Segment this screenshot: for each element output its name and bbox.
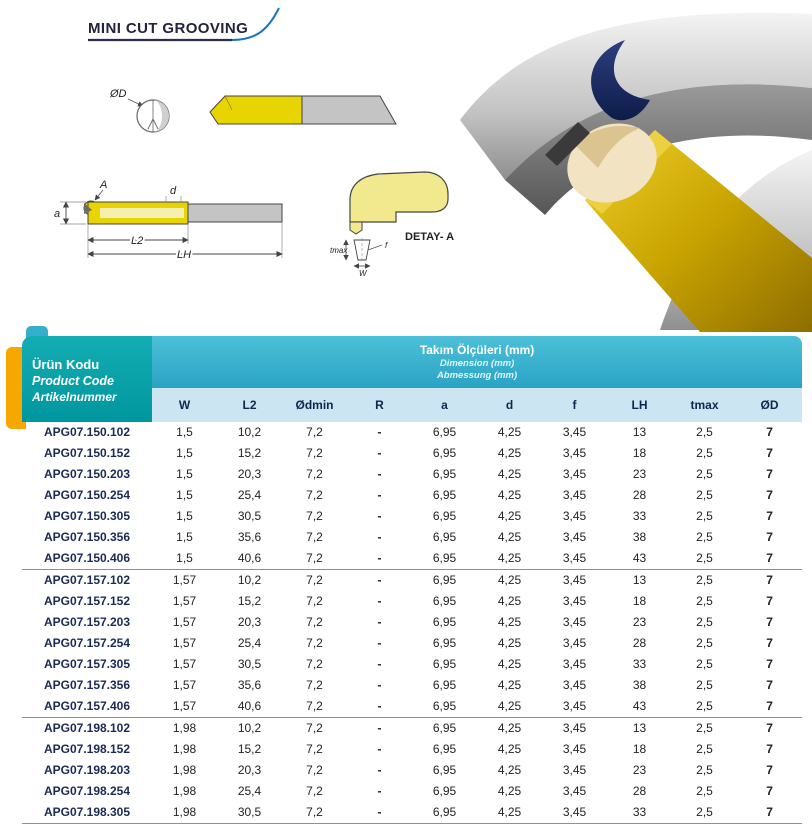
drawings-area xyxy=(0,0,812,332)
table-body xyxy=(22,422,802,824)
product-code-cell: APG07.157.406 xyxy=(43,699,131,713)
value-cell: 7,2 xyxy=(306,657,323,671)
value-cell: 1,57 xyxy=(172,636,197,650)
table-row xyxy=(22,485,802,506)
value-cell: 2,5 xyxy=(696,615,713,629)
value-cell: 7 xyxy=(766,636,773,650)
value-cell: 6,95 xyxy=(432,678,457,692)
value-cell: 7 xyxy=(766,763,773,777)
value-cell: 2,5 xyxy=(696,678,713,692)
value-cell: 6,95 xyxy=(432,509,457,523)
value-cell: 2,5 xyxy=(696,742,713,756)
value-cell: 40,6 xyxy=(237,699,262,713)
value-cell: 28 xyxy=(632,488,647,502)
table-row xyxy=(22,654,802,675)
value-cell: 2,5 xyxy=(672,717,737,739)
table-row xyxy=(22,633,802,654)
dimensions-header xyxy=(152,336,802,388)
value-cell: 6,95 xyxy=(432,467,457,481)
value-cell: 3,45 xyxy=(562,657,587,671)
value-cell: 3,45 xyxy=(542,569,607,591)
value-cell: 7 xyxy=(737,717,802,739)
col-header-od: ØD xyxy=(737,388,802,422)
value-cell: - xyxy=(377,488,382,502)
value-cell: 7 xyxy=(766,425,773,439)
page-title: MINI CUT GROOVING xyxy=(88,20,249,37)
value-cell: 28 xyxy=(632,784,647,798)
value-cell: 6,95 xyxy=(432,488,457,502)
value-cell: 35,6 xyxy=(237,530,262,544)
value-cell: 3,45 xyxy=(562,636,587,650)
side-silhouette-drawing xyxy=(210,96,396,124)
product-code-cell: APG07.150.356 xyxy=(43,530,131,544)
value-cell: 25,4 xyxy=(237,784,262,798)
product-code-cell: APG07.157.254 xyxy=(43,636,131,650)
value-cell: 2,5 xyxy=(696,551,713,565)
value-cell: 3,45 xyxy=(562,446,587,460)
product-code-cell: APG07.157.152 xyxy=(43,594,131,608)
product-code-cell: APG07.150.203 xyxy=(43,467,131,481)
value-cell: 2,5 xyxy=(696,657,713,671)
table-row xyxy=(22,506,802,527)
value-cell: 6,95 xyxy=(432,636,457,650)
product-code-cell: APG07.150.406 xyxy=(43,551,131,565)
product-code-cell: APG07.198.152 xyxy=(43,742,131,756)
value-cell: 3,45 xyxy=(542,717,607,739)
value-cell: 10,2 xyxy=(217,569,282,591)
value-cell: 6,95 xyxy=(432,425,457,439)
value-cell: - xyxy=(377,594,382,608)
value-cell: 4,25 xyxy=(497,488,522,502)
value-cell: - xyxy=(377,530,382,544)
value-cell: 33 xyxy=(632,509,647,523)
value-cell: 3,45 xyxy=(562,425,587,439)
value-cell: 6,95 xyxy=(432,530,457,544)
dimensions-title-tr: Takım Ölçüleri (mm) xyxy=(419,343,535,357)
value-cell: 7,2 xyxy=(282,717,347,739)
value-cell: - xyxy=(377,636,382,650)
value-cell: 15,2 xyxy=(237,742,262,756)
table-row xyxy=(22,548,802,569)
table-row xyxy=(22,464,802,485)
value-cell: 4,25 xyxy=(497,678,522,692)
value-cell: 3,45 xyxy=(542,802,607,824)
value-cell: 7 xyxy=(766,509,773,523)
product-table xyxy=(22,336,802,824)
value-cell: 38 xyxy=(632,530,647,544)
value-cell: - xyxy=(377,509,382,523)
value-cell: 7 xyxy=(737,569,802,591)
value-cell: 2,5 xyxy=(696,699,713,713)
value-cell: 7 xyxy=(766,742,773,756)
value-cell: 7,2 xyxy=(306,699,323,713)
value-cell: 10,2 xyxy=(237,425,262,439)
value-cell: 7 xyxy=(766,678,773,692)
value-cell: 7 xyxy=(766,594,773,608)
value-cell: 1,5 xyxy=(176,530,193,544)
value-cell: 7 xyxy=(766,446,773,460)
svg-text:ØD: ØD xyxy=(110,88,127,100)
value-cell: 7 xyxy=(766,615,773,629)
svg-text:tmax: tmax xyxy=(330,246,348,255)
value-cell: 3,45 xyxy=(562,615,587,629)
value-cell: 1,5 xyxy=(176,488,193,502)
value-cell: 6,95 xyxy=(412,802,477,824)
table-row xyxy=(22,717,802,739)
value-cell: 2,5 xyxy=(696,784,713,798)
value-cell: - xyxy=(377,678,382,692)
value-cell: 30,5 xyxy=(237,657,262,671)
front-view-drawing xyxy=(109,88,169,132)
col-header-l2: L2 xyxy=(217,388,282,422)
value-cell: 1,98 xyxy=(152,802,217,824)
value-cell: 1,5 xyxy=(176,509,193,523)
dimensions-title-de: Abmessung (mm) xyxy=(436,370,518,381)
value-cell: 6,95 xyxy=(432,763,457,777)
product-code-cell: APG07.150.102 xyxy=(43,425,131,439)
value-cell: 3,45 xyxy=(562,784,587,798)
value-cell: 2,5 xyxy=(696,530,713,544)
value-cell: 25,4 xyxy=(237,636,262,650)
value-cell: 40,6 xyxy=(237,551,262,565)
value-cell: 2,5 xyxy=(672,802,737,824)
value-cell: 7,2 xyxy=(306,615,323,629)
value-cell: 7,2 xyxy=(306,425,323,439)
col-header-lh: LH xyxy=(607,388,672,422)
value-cell: 3,45 xyxy=(562,763,587,777)
value-cell: 7,2 xyxy=(306,594,323,608)
table-row xyxy=(22,443,802,464)
value-cell: 30,5 xyxy=(237,509,262,523)
value-cell: 2,5 xyxy=(672,569,737,591)
value-cell: 33 xyxy=(632,657,647,671)
value-cell: 7,2 xyxy=(306,763,323,777)
value-cell: - xyxy=(377,742,382,756)
value-cell: 2,5 xyxy=(696,636,713,650)
value-cell: 3,45 xyxy=(562,467,587,481)
product-code-header xyxy=(22,336,152,422)
value-cell: 4,25 xyxy=(497,446,522,460)
table-row xyxy=(22,527,802,548)
col-header-a: a xyxy=(412,388,477,422)
value-cell: 7,2 xyxy=(282,802,347,824)
value-cell: 20,3 xyxy=(237,763,262,777)
value-cell: 13 xyxy=(607,569,672,591)
value-cell: 2,5 xyxy=(696,425,713,439)
col-header-r: R xyxy=(347,388,412,422)
value-cell: 6,95 xyxy=(432,551,457,565)
value-cell: 18 xyxy=(632,594,647,608)
value-cell: 4,25 xyxy=(497,699,522,713)
value-cell: 13 xyxy=(632,425,647,439)
value-cell: - xyxy=(377,699,382,713)
value-cell: 7 xyxy=(766,784,773,798)
value-cell: 1,5 xyxy=(176,467,193,481)
value-cell: 7,2 xyxy=(306,784,323,798)
value-cell: 7,2 xyxy=(306,488,323,502)
value-cell: - xyxy=(377,615,382,629)
value-cell: 4,25 xyxy=(477,717,542,739)
value-cell: 1,98 xyxy=(172,742,197,756)
detail-drawing xyxy=(330,172,454,278)
value-cell: 3,45 xyxy=(562,509,587,523)
value-cell: - xyxy=(347,717,412,739)
product-code-cell: APG07.150.254 xyxy=(43,488,131,502)
value-cell: 7 xyxy=(766,657,773,671)
col-header-w: W xyxy=(152,388,217,422)
value-cell: 4,25 xyxy=(497,615,522,629)
value-cell: 3,45 xyxy=(562,488,587,502)
dimensions-title-en: Dimension (mm) xyxy=(439,358,515,369)
value-cell: 1,98 xyxy=(172,784,197,798)
product-code-header-line3: Artikelnummer xyxy=(32,389,117,404)
table-row xyxy=(22,591,802,612)
value-cell: 1,98 xyxy=(152,717,217,739)
value-cell: 2,5 xyxy=(696,763,713,777)
value-cell: 6,95 xyxy=(432,594,457,608)
value-cell: 18 xyxy=(632,742,647,756)
value-cell: 13 xyxy=(607,717,672,739)
value-cell: 7,2 xyxy=(306,636,323,650)
value-cell: 20,3 xyxy=(237,615,262,629)
value-cell: 10,2 xyxy=(217,717,282,739)
value-cell: 7,2 xyxy=(306,446,323,460)
product-code-cell: APG07.157.102 xyxy=(22,569,152,591)
value-cell: 4,25 xyxy=(497,742,522,756)
value-cell: 7 xyxy=(766,551,773,565)
table-row xyxy=(22,781,802,802)
value-cell: 3,45 xyxy=(562,678,587,692)
value-cell: 1,57 xyxy=(172,615,197,629)
value-cell: 3,45 xyxy=(562,551,587,565)
value-cell: - xyxy=(377,763,382,777)
value-cell: 2,5 xyxy=(696,594,713,608)
value-cell: 4,25 xyxy=(497,509,522,523)
table-row xyxy=(22,612,802,633)
value-cell: 1,57 xyxy=(152,569,217,591)
table-row xyxy=(22,422,802,443)
value-cell: 18 xyxy=(632,446,647,460)
value-cell: 4,25 xyxy=(497,530,522,544)
value-cell: 15,2 xyxy=(237,594,262,608)
svg-text:DETAY- A: DETAY- A xyxy=(405,231,455,243)
value-cell: 7,2 xyxy=(306,530,323,544)
product-code-cell: APG07.198.254 xyxy=(43,784,131,798)
value-cell: 6,95 xyxy=(432,615,457,629)
value-cell: 30,5 xyxy=(217,802,282,824)
value-cell: 1,57 xyxy=(172,594,197,608)
product-render xyxy=(460,13,812,332)
value-cell: 2,5 xyxy=(696,446,713,460)
product-code-cell: APG07.198.102 xyxy=(22,717,152,739)
value-cell: 4,25 xyxy=(497,467,522,481)
value-cell: 35,6 xyxy=(237,678,262,692)
value-cell: - xyxy=(377,784,382,798)
svg-text:A: A xyxy=(100,179,108,191)
value-cell: 6,95 xyxy=(432,784,457,798)
value-cell: 4,25 xyxy=(497,763,522,777)
value-cell: 4,25 xyxy=(497,657,522,671)
value-cell: 7 xyxy=(766,488,773,502)
value-cell: 1,5 xyxy=(176,446,193,460)
value-cell: 4,25 xyxy=(497,425,522,439)
product-code-cell: APG07.198.305 xyxy=(22,802,152,824)
value-cell: - xyxy=(377,446,382,460)
value-cell: 23 xyxy=(632,763,647,777)
value-cell: 33 xyxy=(607,802,672,824)
value-cell: 4,25 xyxy=(497,594,522,608)
value-cell: 3,45 xyxy=(562,530,587,544)
svg-text:L2: L2 xyxy=(131,235,144,247)
product-code-cell: APG07.198.203 xyxy=(43,763,131,777)
table-row xyxy=(22,696,802,717)
table-row xyxy=(22,739,802,760)
product-code-cell: APG07.157.356 xyxy=(43,678,131,692)
value-cell: 7 xyxy=(766,530,773,544)
value-cell: 7,2 xyxy=(306,509,323,523)
product-code-header-line1: Ürün Kodu xyxy=(32,356,100,372)
value-cell: 1,98 xyxy=(172,763,197,777)
value-cell: 3,45 xyxy=(562,699,587,713)
value-cell: 43 xyxy=(632,551,647,565)
svg-text:f: f xyxy=(385,241,388,250)
value-cell: 15,2 xyxy=(237,446,262,460)
table-row xyxy=(22,675,802,696)
value-cell: 7,2 xyxy=(306,551,323,565)
value-cell: 6,95 xyxy=(412,569,477,591)
svg-text:W: W xyxy=(359,269,367,278)
value-cell: 38 xyxy=(632,678,647,692)
value-cell: 2,5 xyxy=(696,488,713,502)
value-cell: 23 xyxy=(632,615,647,629)
product-code-cell: APG07.157.203 xyxy=(43,615,131,629)
value-cell: 3,45 xyxy=(562,594,587,608)
value-cell: 6,95 xyxy=(432,742,457,756)
svg-text:a: a xyxy=(54,208,61,220)
value-cell: 4,25 xyxy=(477,802,542,824)
col-header-odmin: Ødmin xyxy=(282,388,347,422)
value-cell: 4,25 xyxy=(497,551,522,565)
col-header-d: d xyxy=(477,388,542,422)
value-cell: 7 xyxy=(766,699,773,713)
value-cell: 4,25 xyxy=(477,569,542,591)
product-code-cell: APG07.150.305 xyxy=(43,509,131,523)
value-cell: 20,3 xyxy=(237,467,262,481)
value-cell: - xyxy=(377,551,382,565)
value-cell: 2,5 xyxy=(696,509,713,523)
value-cell: 7,2 xyxy=(306,742,323,756)
value-cell: 25,4 xyxy=(237,488,262,502)
value-cell: 1,57 xyxy=(172,678,197,692)
value-cell: 4,25 xyxy=(497,784,522,798)
value-cell: 4,25 xyxy=(497,636,522,650)
value-cell: 6,95 xyxy=(432,699,457,713)
value-cell: 2,5 xyxy=(696,467,713,481)
product-code-cell: APG07.157.305 xyxy=(43,657,131,671)
product-code-header-line2: Product Code xyxy=(32,373,114,388)
value-cell: 3,45 xyxy=(562,742,587,756)
value-cell: 6,95 xyxy=(432,657,457,671)
value-cell: 6,95 xyxy=(432,446,457,460)
value-cell: 6,95 xyxy=(412,717,477,739)
value-cell: - xyxy=(347,569,412,591)
svg-text:LH: LH xyxy=(177,249,192,261)
product-code-cell: APG07.150.152 xyxy=(43,446,131,460)
table-row xyxy=(22,760,802,781)
value-cell: 43 xyxy=(632,699,647,713)
value-cell: - xyxy=(377,657,382,671)
value-cell: 7 xyxy=(737,802,802,824)
value-cell: - xyxy=(377,467,382,481)
table-row xyxy=(22,569,802,591)
value-cell: 28 xyxy=(632,636,647,650)
value-cell: 1,57 xyxy=(172,657,197,671)
value-cell: 1,5 xyxy=(176,551,193,565)
dimensioned-drawing xyxy=(54,179,282,261)
value-cell: 7,2 xyxy=(306,467,323,481)
value-cell: 23 xyxy=(632,467,647,481)
col-header-f: f xyxy=(542,388,607,422)
col-header-tmax: tmax xyxy=(672,388,737,422)
value-cell: 7,2 xyxy=(282,569,347,591)
svg-text:d: d xyxy=(170,185,177,197)
value-cell: 7 xyxy=(766,467,773,481)
value-cell: 1,57 xyxy=(172,699,197,713)
value-cell: 1,5 xyxy=(176,425,193,439)
value-cell: - xyxy=(347,802,412,824)
value-cell: - xyxy=(377,425,382,439)
value-cell: 7,2 xyxy=(306,678,323,692)
